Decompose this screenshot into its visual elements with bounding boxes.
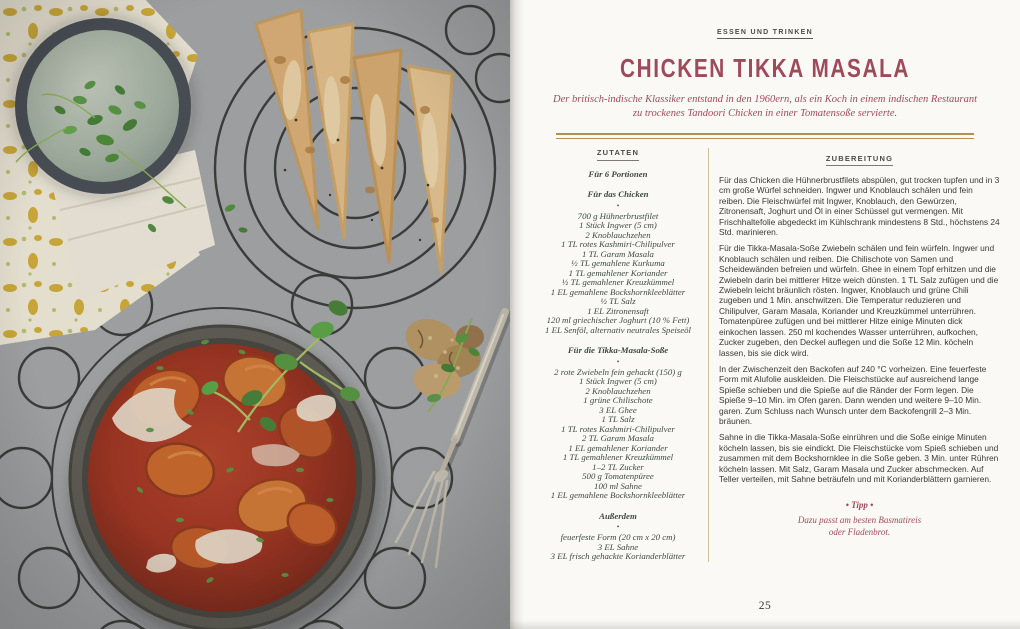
ingredient-item: 1 TL Salz bbox=[601, 414, 635, 424]
preparation-column bbox=[709, 148, 1000, 562]
ingredient-list-extras bbox=[530, 533, 706, 562]
page-number: 25 bbox=[758, 600, 772, 612]
ingredient-item: 1 EL Senföl, alternativ neutrales Speiseöl bbox=[545, 324, 691, 335]
ingredient-item: 1–2 TL Zucker bbox=[592, 461, 644, 472]
ingredient-item: 1 Stück Ingwer (5 cm) bbox=[579, 376, 657, 386]
ingredient-item: 1 grüne Chilischote bbox=[583, 395, 653, 405]
gold-divider bbox=[556, 133, 974, 139]
recipe-columns bbox=[530, 148, 1000, 562]
tip-line-1: Dazu passt am besten Basmatireis bbox=[797, 515, 922, 526]
ingredient-item: 1 EL gemahlene Bockshornkleeblätter bbox=[550, 490, 686, 500]
ingredient-item: 500 g Tomatenpüree bbox=[582, 471, 654, 481]
ingredients-heading: ZUTATEN bbox=[597, 148, 639, 161]
ingredient-item: 2 rote Zwiebeln fein gehackt (150) g bbox=[554, 366, 682, 377]
ingredient-list-sauce bbox=[530, 368, 706, 501]
ingredient-item: 1 Stück Ingwer (5 cm) bbox=[579, 220, 657, 230]
bullet-separator: • bbox=[616, 357, 620, 366]
ingredient-item: 1 TL rotes Kashmiri-Chilipulver bbox=[561, 239, 675, 249]
bullet-separator: • bbox=[616, 201, 620, 210]
tip-box bbox=[719, 500, 1000, 538]
recipe-page bbox=[510, 0, 1020, 629]
ingredient-item: 1 TL gemahlener Kreuzkümmel bbox=[562, 452, 674, 462]
bullet-separator: • bbox=[616, 523, 620, 531]
ingredient-item: feuerfeste Form (20 cm x 20 cm) bbox=[560, 532, 676, 542]
ingredient-item: ½ TL gemahlener Kreuzkümmel bbox=[561, 277, 675, 287]
ingredient-group-extras bbox=[530, 512, 706, 562]
ingredient-group-chicken bbox=[530, 190, 706, 335]
ingredient-item: 2 Knoblauchzehen bbox=[585, 229, 651, 240]
ingredient-item: 100 ml Sahne bbox=[594, 480, 642, 491]
ingredient-item: 120 ml griechischer Joghurt (10 % Fett) bbox=[546, 315, 690, 325]
ingredient-item: 3 EL Ghee bbox=[599, 404, 637, 415]
ingredient-item: 3 EL frisch gehackte Korianderblätter bbox=[550, 551, 686, 561]
recipe-title: CHICKEN TIKKA MASALA bbox=[619, 53, 911, 83]
tip-label: • Tipp • bbox=[845, 500, 874, 511]
ingredient-group-sauce bbox=[530, 346, 706, 501]
servings-label: Für 6 Portionen bbox=[588, 168, 648, 179]
ingredient-item: 1 EL gemahlener Koriander bbox=[568, 442, 668, 453]
ingredient-item: 3 EL Sahne bbox=[597, 541, 639, 552]
preparation-paragraphs bbox=[719, 175, 1000, 484]
ingredient-item: 1 EL gemahlene Bockshornkleeblätter bbox=[550, 286, 686, 297]
preparation-heading: ZUBEREITUNG bbox=[826, 154, 893, 166]
ingredient-item: 1 TL rotes Kashmiri-Chilipulver bbox=[561, 423, 675, 434]
ingredient-item: ½ TL Salz bbox=[600, 296, 636, 306]
ingredient-item: 2 Knoblauchzehen bbox=[585, 385, 651, 396]
preparation-paragraph: Sahne in die Tikka-Masala-Soße einrühren und die Soße einige Minuten köcheln lassen, bis sie eindickt. Die Fleischstücke vom Spieß schieben und zusammen mit dem Bockshornklee in die Soße geben. 3 Min. unter Rühren köcheln lassen. Mit Salz, Garam Masala und Zucker abschmecken. Auf Teller verteilen, mit Sahne beträufeln und mit Korianderblättern garnieren. bbox=[719, 432, 999, 484]
tip-line-2: oder Fladenbrot. bbox=[828, 527, 891, 538]
kicker-wrap bbox=[510, 0, 1020, 39]
ingredient-group-title: Für die Tikka-Masala-Soße bbox=[567, 345, 669, 355]
ingredient-list-chicken bbox=[530, 212, 706, 336]
ingredients-column bbox=[530, 148, 706, 562]
ingredient-item: 700 g Hühnerbrustfilet bbox=[577, 210, 659, 221]
ingredient-group-title: Für das Chicken bbox=[587, 189, 649, 199]
ingredient-item: 1 TL gemahlener Koriander bbox=[568, 267, 668, 278]
section-label: ESSEN UND TRINKEN bbox=[717, 29, 813, 39]
ingredient-group-title: Außerdem bbox=[599, 510, 637, 521]
ingredient-item: 1 EL Zitronensaft bbox=[587, 305, 649, 316]
ingredient-item: ½ TL gemahlene Kurkuma bbox=[571, 258, 665, 268]
intro-line-1: Der britisch-indische Klassiker entstand in den 1960ern, als ein Koch in einem indischen Restaurant bbox=[552, 94, 978, 105]
tip-text bbox=[719, 514, 1000, 538]
preparation-paragraph: Für die Tikka-Masala-Soße Zwiebeln schälen und fein würfeln. Ingwer und Knoblauch schälen und reiben. Die Chilischote von Samen und Scheidewänden befreien und würfeln. Ghee in einem Topf erhitzen und die Zwiebeln darin bei mittlerer Hitze weich dünsten. 1 TL Salz zufügen und die Zwiebeln leicht bräunlich rösten. Ingwer, Knoblauch und grüne Chili zugeben und 1 Min. anschwitzen. Die Temperatur reduzieren und Chilipulver, Garam Masala, Koriander und Kreuzkümmel unterrühren. Tomatenpüree zufügen und bei mittlerer Hitze einige Minuten dick einkochen lassen. 250 ml kochendes Wasser unterrühren, aufkochen, Zucker zugeben, den Deckel auflegen und die Soße 12 Min. köcheln lassen, bis sie dick wird. bbox=[719, 243, 999, 358]
ingredient-item: 2 TL Garam Masala bbox=[582, 433, 654, 443]
recipe-intro bbox=[540, 93, 990, 121]
ingredient-item: 1 TL Garam Masala bbox=[582, 248, 654, 259]
intro-line-2: zu trockenes Tandoori Chicken in einer Tomatensoße servierte. bbox=[632, 108, 898, 119]
preparation-paragraph: Für das Chicken die Hühnerbrustfilets abspülen, gut trocken tupfen und in 3 cm große Würfel schneiden. Ingwer und Knoblauch schälen und fein reiben. Die Fleischwürfel mit Ingwer, Knoblauch, den Gewürzen, Zitronensaft, Joghurt und Öl in einer Schüssel gut vermengen. Mit Frischhaltefolie abgedeckt im Kühlschrank mindestens 8 Std., höchstens 24 Std. marinieren. bbox=[719, 175, 1000, 238]
preparation-paragraph: In der Zwischenzeit den Backofen auf 240 °C vorheizen. Eine feuerfeste Form mit Alufolie auskleiden. Die Fleischstücke auf ausreichend lange Spieße schieben und die Spieße auf die Ränder der Form legen. Die Spieße 9–10 Min. im Ofen garen. Dann wenden und weitere 9–10 Min. garen. Zum Schluss nach Wunsch unter dem Backofengrill 2–3 Min. bräunen. bbox=[719, 363, 987, 426]
